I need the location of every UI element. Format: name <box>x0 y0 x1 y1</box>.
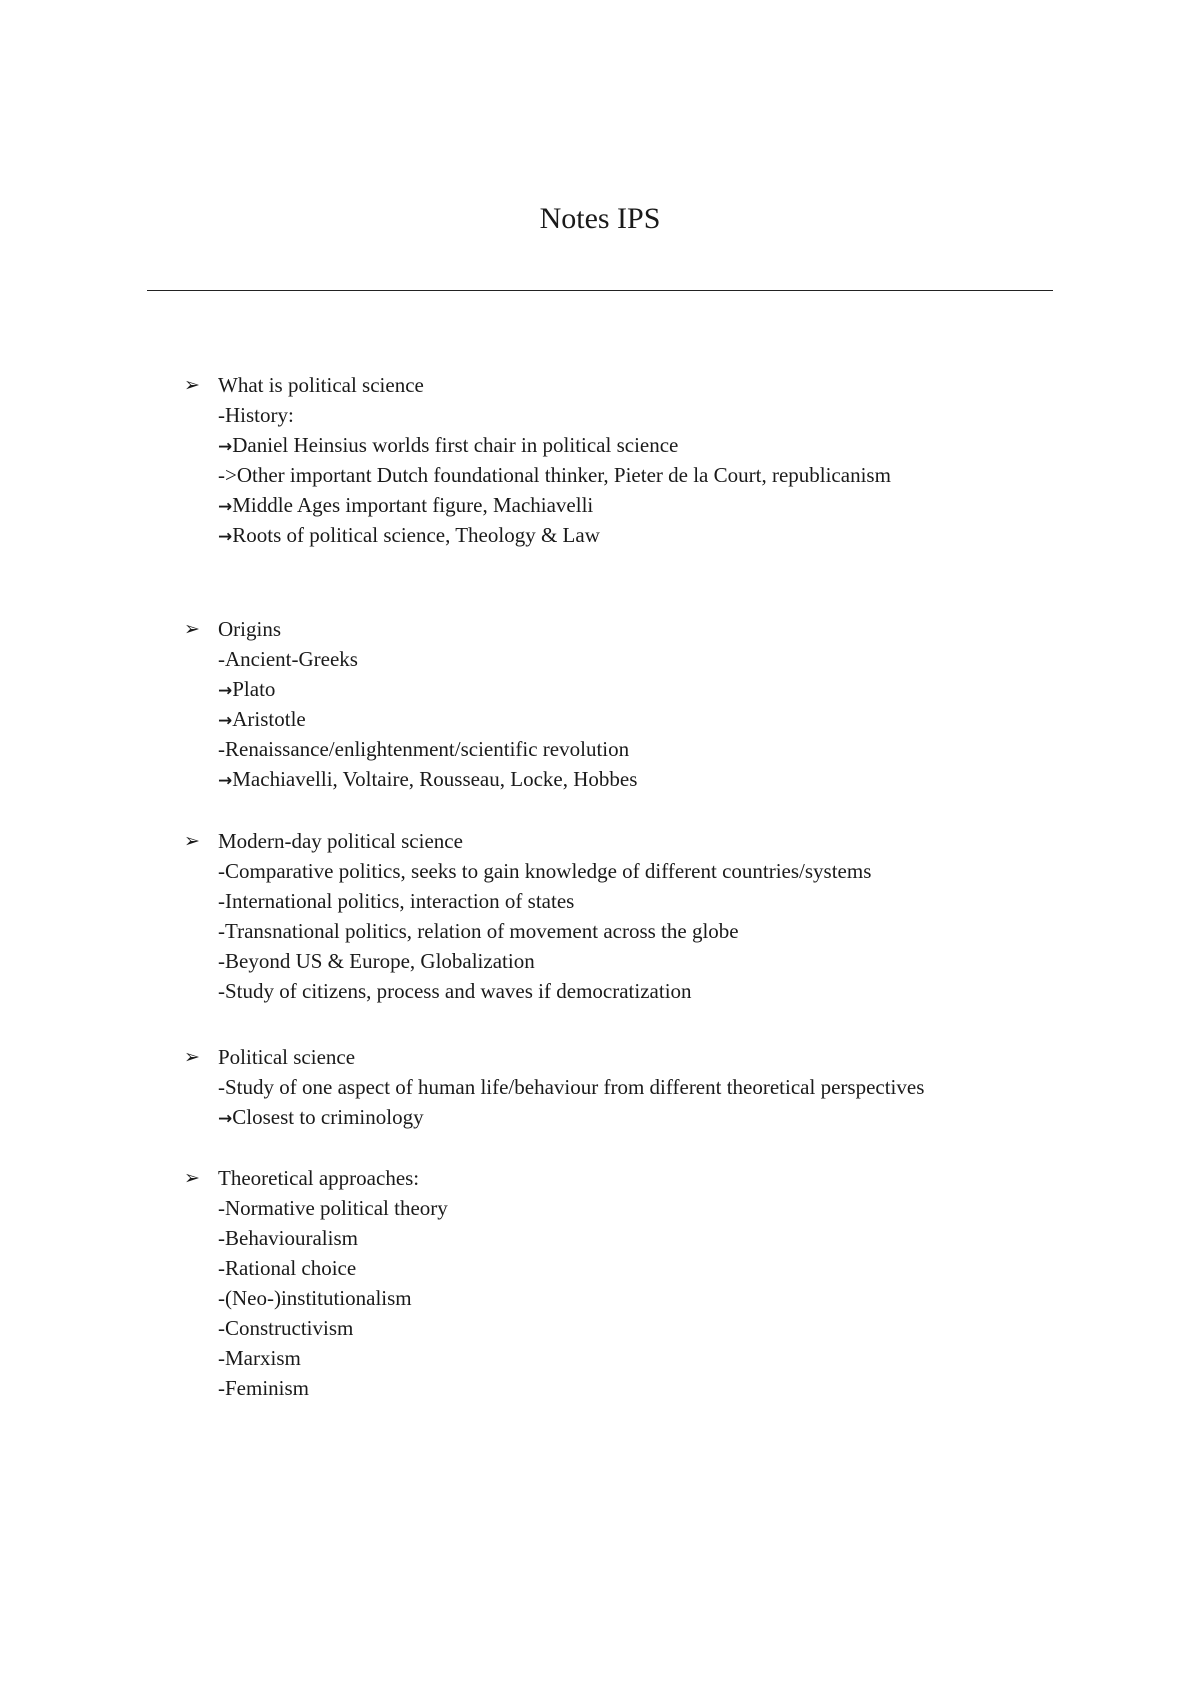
note-line-text <box>218 400 294 430</box>
line-prefix: - <box>218 403 225 427</box>
section-heading: Modern-day political science <box>218 829 463 853</box>
section-heading: Political science <box>218 1045 356 1069</box>
right-arrow-icon: → <box>218 771 233 791</box>
page-title: Notes IPS <box>539 202 661 235</box>
section-heading-row <box>0 370 1200 400</box>
line-prefix: - <box>218 1256 225 1280</box>
note-line <box>0 976 1200 1006</box>
note-line <box>0 886 1200 916</box>
arrowhead-bullet-icon: ➢ <box>184 830 200 852</box>
line-prefix: - <box>218 1226 225 1250</box>
note-line-text <box>218 1253 356 1283</box>
note-line-text <box>218 1193 448 1223</box>
line-prefix: - <box>218 1376 225 1400</box>
note-line-text <box>218 1373 309 1403</box>
note-line-text <box>218 644 358 674</box>
note-line-text <box>218 916 739 946</box>
line-prefix: - <box>218 1316 225 1340</box>
line-text: Constructivism <box>225 1316 354 1340</box>
line-prefix: -> <box>218 463 237 487</box>
line-text: History: <box>225 403 294 427</box>
note-line-text <box>218 490 593 522</box>
line-text: Normative political theory <box>225 1196 448 1220</box>
line-prefix: - <box>218 737 225 761</box>
note-line <box>0 704 1200 734</box>
line-text: (Neo-)institutionalism <box>225 1286 412 1310</box>
note-section <box>0 614 1200 794</box>
note-line-text <box>218 764 637 796</box>
line-text: Plato <box>232 677 276 701</box>
section-heading: What is political science <box>218 373 424 397</box>
note-line-text <box>218 430 678 462</box>
arrowhead-bullet-icon: ➢ <box>184 1167 200 1189</box>
note-line-text <box>218 674 275 706</box>
note-line-text <box>218 460 891 490</box>
line-prefix: - <box>218 859 225 883</box>
note-line-text <box>218 1343 301 1373</box>
note-line <box>0 490 1200 520</box>
note-line-text <box>218 886 574 916</box>
note-line <box>0 1343 1200 1373</box>
line-prefix: - <box>218 1286 225 1310</box>
note-line-text <box>218 946 535 976</box>
note-line-text <box>218 1283 412 1313</box>
note-line-text <box>218 856 871 886</box>
line-text: Ancient-Greeks <box>225 647 358 671</box>
line-text: Transnational politics, relation of movement across the globe <box>225 919 739 943</box>
right-arrow-icon: → <box>218 681 233 701</box>
note-line-text <box>218 704 306 736</box>
note-line-text <box>218 1223 358 1253</box>
line-text: Closest to criminology <box>232 1105 424 1129</box>
note-line <box>0 764 1200 794</box>
section-heading-row <box>0 1163 1200 1193</box>
line-text: Behaviouralism <box>225 1226 358 1250</box>
note-line <box>0 674 1200 704</box>
line-text: Aristotle <box>232 707 306 731</box>
note-line <box>0 946 1200 976</box>
line-text: International politics, interaction of states <box>225 889 575 913</box>
note-line <box>0 460 1200 490</box>
section-heading-row <box>0 1042 1200 1072</box>
note-line <box>0 916 1200 946</box>
section-heading: Origins <box>218 617 281 641</box>
line-text: Daniel Heinsius worlds first chair in political science <box>232 433 679 457</box>
note-line <box>0 644 1200 674</box>
right-arrow-icon: → <box>218 497 233 517</box>
right-arrow-icon: → <box>218 527 233 547</box>
title-divider <box>147 290 1053 291</box>
note-line-text <box>218 1313 353 1343</box>
line-prefix: - <box>218 1075 225 1099</box>
line-text: Study of citizens, process and waves if democratization <box>225 979 692 1003</box>
note-line-text <box>218 1102 424 1134</box>
line-prefix: - <box>218 919 225 943</box>
section-heading: Theoretical approaches: <box>218 1166 420 1190</box>
note-line <box>0 1223 1200 1253</box>
line-prefix: - <box>218 647 225 671</box>
arrowhead-bullet-icon: ➢ <box>184 374 200 396</box>
line-text: Machiavelli, Voltaire, Rousseau, Locke, Hobbes <box>232 767 638 791</box>
section-heading-row <box>0 614 1200 644</box>
right-arrow-icon: → <box>218 437 233 457</box>
note-line <box>0 1072 1200 1102</box>
line-text: Other important Dutch foundational thinker, Pieter de la Court, republicanism <box>236 463 891 487</box>
note-line <box>0 734 1200 764</box>
line-text: Beyond US & Europe, Globalization <box>225 949 535 973</box>
note-line-text <box>218 520 600 552</box>
note-section <box>0 826 1200 1006</box>
note-line <box>0 856 1200 886</box>
note-line-text <box>218 976 692 1006</box>
note-section <box>0 370 1200 550</box>
line-prefix: - <box>218 1346 225 1370</box>
line-prefix: - <box>218 889 225 913</box>
note-line <box>0 1253 1200 1283</box>
line-prefix: - <box>218 949 225 973</box>
line-text: Middle Ages important figure, Machiavelli <box>232 493 594 517</box>
note-line <box>0 520 1200 550</box>
note-line <box>0 1102 1200 1132</box>
note-line <box>0 1193 1200 1223</box>
note-line-text <box>218 734 629 764</box>
note-line <box>0 1373 1200 1403</box>
right-arrow-icon: → <box>218 711 233 731</box>
arrowhead-bullet-icon: ➢ <box>184 1046 200 1068</box>
line-prefix: - <box>218 1196 225 1220</box>
line-text: Feminism <box>225 1376 310 1400</box>
right-arrow-icon: → <box>218 1109 233 1129</box>
line-prefix: - <box>218 979 225 1003</box>
line-text: Rational choice <box>225 1256 357 1280</box>
note-line <box>0 430 1200 460</box>
note-line <box>0 400 1200 430</box>
line-text: Marxism <box>225 1346 301 1370</box>
line-text: Study of one aspect of human life/behaviour from different theoretical perspectives <box>225 1075 925 1099</box>
note-line-text <box>218 1072 924 1102</box>
arrowhead-bullet-icon: ➢ <box>184 618 200 640</box>
section-heading-row <box>0 826 1200 856</box>
line-text: Renaissance/enlightenment/scientific revolution <box>225 737 630 761</box>
line-text: Roots of political science, Theology & Law <box>232 523 600 547</box>
note-line <box>0 1283 1200 1313</box>
note-section <box>0 1163 1200 1403</box>
line-text: Comparative politics, seeks to gain knowledge of different countries/systems <box>225 859 872 883</box>
note-section <box>0 1042 1200 1132</box>
note-line <box>0 1313 1200 1343</box>
